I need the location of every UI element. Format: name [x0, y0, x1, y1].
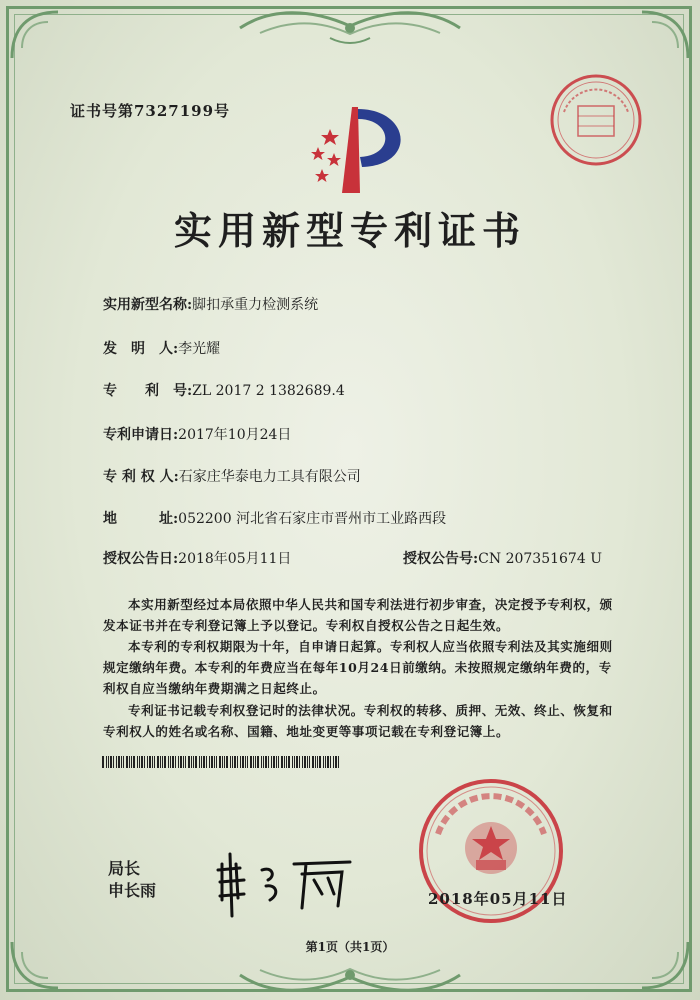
tax-seal-stamp: [548, 72, 644, 168]
director-signature: [210, 850, 360, 920]
patentee-value: 石家庄华泰电力工具有限公司: [178, 469, 361, 485]
filing-date-value: 2017年10月24日: [178, 427, 292, 443]
field-grant-no: [403, 548, 602, 568]
patent-no-label: 专 利 号:: [103, 383, 193, 399]
field-grant-date: [103, 548, 291, 568]
inventor-value: 李光耀: [178, 341, 221, 357]
field-patent-no: [103, 380, 345, 400]
barcode: [102, 756, 342, 768]
director-title: 局长: [108, 859, 141, 878]
corner-ornament-top-left: [8, 8, 68, 68]
address-value: 052200 河北省石家庄市晋州市工业路西段: [178, 511, 447, 527]
director-name: 申长雨: [108, 881, 157, 900]
paragraph-1: 本实用新型经过本局依照中华人民共和国专利法进行初步审查，决定授予专利权，颁发本证书并在专利登记簿上予以登记。专利权自授权公告之日起生效。: [103, 597, 613, 633]
patent-no-value: ZL 2017 2 1382689.4: [192, 383, 345, 399]
paragraph-2: 本专利的专利权期限为十年，自申请日起算。专利权人应当依照专利法及其实施细则规定缴纳年费。本专利的年费应当在每年10月24日前缴纳。未按照规定缴纳年费的，专利权自应当缴纳年费期满之日起终止。: [103, 639, 613, 696]
grant-date-label: 授权公告日:: [103, 551, 179, 567]
field-patentee: [103, 466, 361, 486]
patentee-label: 专 利 权 人:: [103, 469, 179, 485]
certificate-number: 证书号第7327199号: [70, 102, 231, 120]
inventor-label: 发 明 人:: [103, 341, 179, 357]
model-name-label: 实用新型名称:: [103, 297, 193, 313]
paragraph-3: 专利证书记载专利权登记时的法律状况。专利权的转移、质押、无效、终止、恢复和专利权人的姓名或名称、国籍、地址变更等事项记载在专利登记簿上。: [103, 703, 613, 739]
bureau-director: [108, 858, 156, 902]
field-model-name: [103, 294, 318, 314]
certificate-title: 实用新型专利证书: [173, 208, 526, 253]
top-ornament: [230, 8, 470, 48]
grant-no-label: 授权公告号:: [403, 551, 479, 567]
model-name-value: 脚扣承重力检测系统: [192, 297, 319, 313]
patent-office-emblem-icon: [300, 105, 415, 195]
field-filing-date: [103, 424, 291, 444]
grant-no-value: CN 207351674 U: [478, 551, 602, 567]
field-address: [103, 508, 446, 528]
page-number: 第1页（共1页）: [305, 940, 395, 954]
filing-date-label: 专利申请日:: [103, 427, 179, 443]
grant-date-value: 2018年05月11日: [178, 551, 292, 567]
bottom-ornament: [230, 955, 470, 995]
issue-date-stamp: 2018年05月11日: [428, 890, 568, 908]
corner-ornament-top-right: [632, 8, 692, 68]
address-label: 地 址:: [103, 511, 179, 527]
field-inventor: [103, 338, 220, 358]
